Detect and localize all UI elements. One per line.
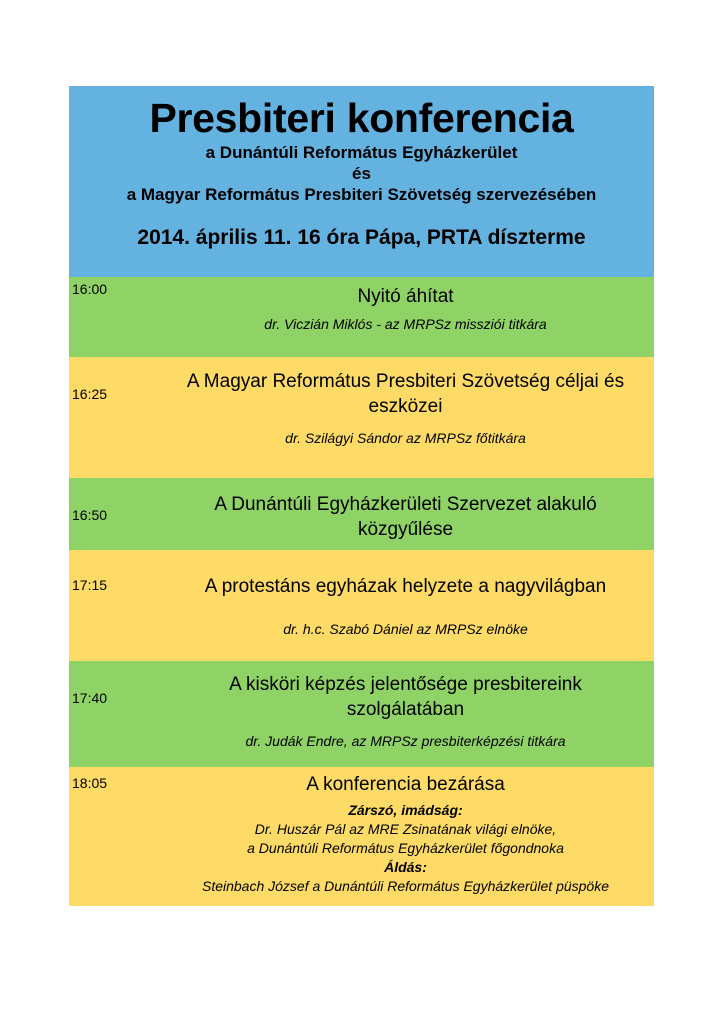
time-label: 16:00 xyxy=(72,281,108,297)
organizer-line-1: a Dunántúli Református Egyházkerület xyxy=(205,143,518,162)
program-title: Nyitó áhítat xyxy=(357,286,454,307)
program-content xyxy=(157,369,654,447)
program-row xyxy=(69,767,654,906)
program-speaker: dr. Viczián Miklós - az MRPSz missziói titkára xyxy=(264,316,547,332)
time-label: 16:25 xyxy=(72,386,108,402)
program-title-line-1: A kisköri képzés jelentősége presbitereink xyxy=(229,674,582,695)
closing-details xyxy=(157,801,654,896)
program-title-line-2: szolgálatában xyxy=(346,699,465,720)
closing-line-2: a Dunántúli Református Egyházkerület főgondnoka xyxy=(247,840,564,856)
program-speaker: dr. h.c. Szabó Dániel az MRPSz elnöke xyxy=(283,621,528,637)
program-content xyxy=(157,672,654,750)
time-label: 17:40 xyxy=(72,690,108,706)
program-sheet xyxy=(69,86,654,906)
page-title: Presbiteri konferencia xyxy=(149,95,574,141)
program-content xyxy=(157,284,654,333)
program-row xyxy=(69,478,654,550)
time-label: 16:50 xyxy=(72,507,108,523)
program-title-line-2: eszközei xyxy=(368,396,443,417)
program-title-line-1: A Magyar Református Presbiteri Szövetség céljai és xyxy=(186,371,625,392)
program-content xyxy=(157,492,654,542)
program-row xyxy=(69,661,654,767)
program-content xyxy=(157,574,654,638)
program-row xyxy=(69,550,654,661)
closing-heading-2: Áldás: xyxy=(384,859,427,875)
time-label: 18:05 xyxy=(72,775,108,791)
header-block xyxy=(69,86,654,277)
closing-line-1: Dr. Huszár Pál az MRE Zsinatának világi elnöke, xyxy=(254,821,557,837)
program-title: A protestáns egyházak helyzete a nagyvilágban xyxy=(204,576,607,597)
closing-heading-1: Zárszó, imádság: xyxy=(348,802,463,818)
date-location: 2014. április 11. 16 óra Pápa, PRTA díszterme xyxy=(137,226,586,249)
program-row xyxy=(69,357,654,478)
program-title-line-1: A Dunántúli Egyházkerületi Szervezet alakuló xyxy=(214,494,597,515)
program-title: A konferencia bezárása xyxy=(306,774,505,795)
program-speaker: dr. Judák Endre, az MRPSz presbiterképzési titkára xyxy=(245,733,566,749)
organizer-line-3: a Magyar Református Presbiteri Szövetség szervezésében xyxy=(126,185,597,204)
closing-line-3: Steinbach József a Dunántúli Református Egyházkerület püspöke xyxy=(201,878,609,894)
organizer-line-2: és xyxy=(352,164,371,183)
program-content xyxy=(157,772,654,896)
time-label: 17:15 xyxy=(72,577,108,593)
program-title-line-2: közgyűlése xyxy=(357,519,454,540)
program-speaker: dr. Szilágyi Sándor az MRPSz főtitkára xyxy=(285,430,526,446)
program-row xyxy=(69,277,654,357)
